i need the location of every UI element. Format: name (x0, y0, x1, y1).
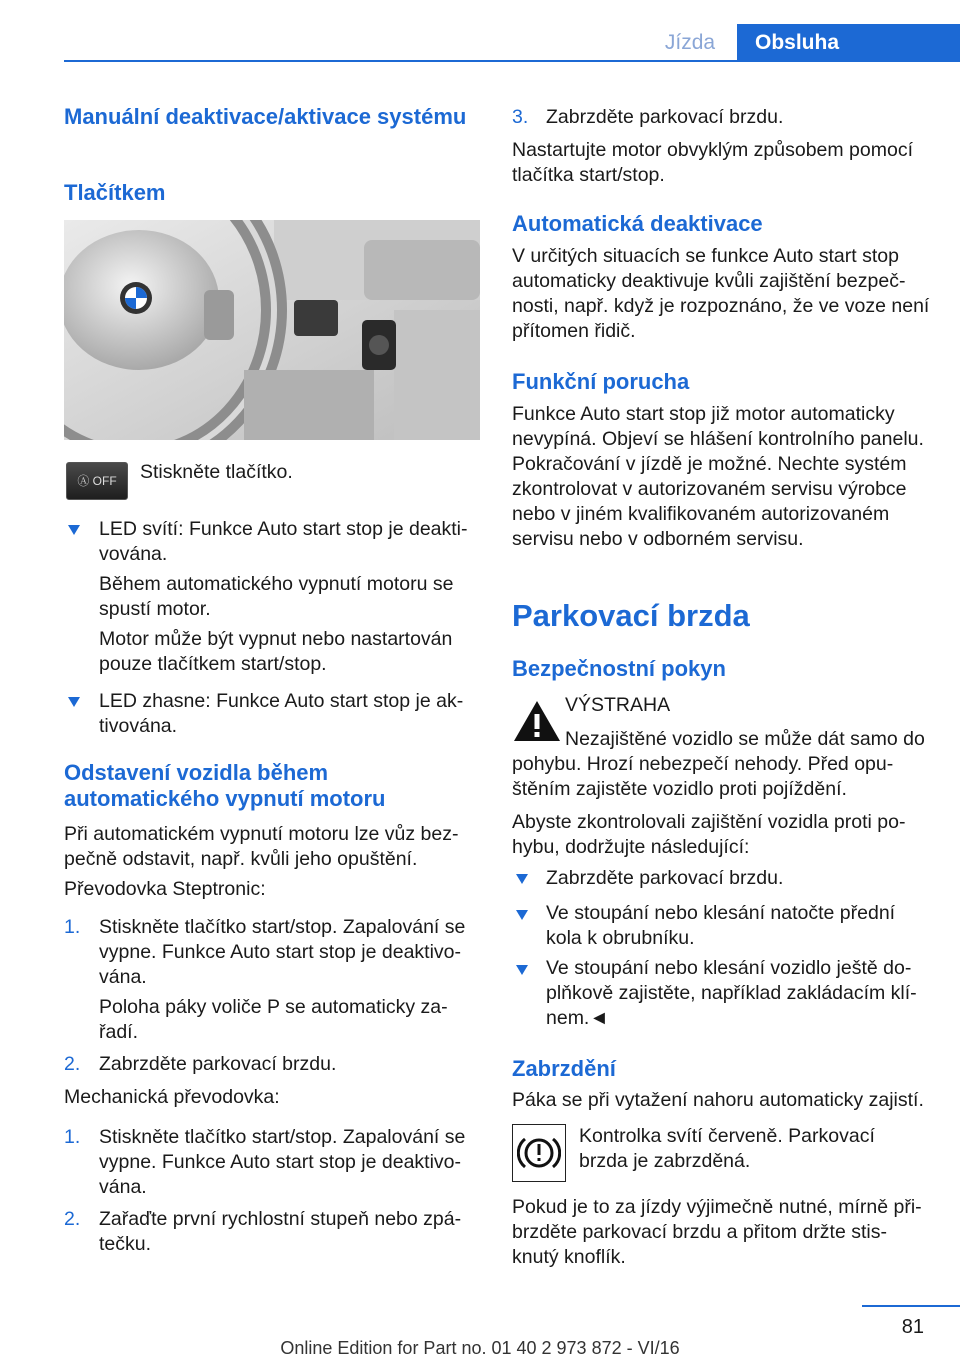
steering-wheel-photo (64, 220, 480, 440)
list-item: Stiskněte tlačítko start/stop. Zapalování se vypne. Funkce Auto start stop je deaktivo- vána. (99, 916, 466, 988)
list-item: Během automatického vypnutí motoru se spustí motor. (99, 573, 454, 620)
heading-button: Tlačítkem (64, 180, 166, 205)
heading-parking-brake: Parkovací brzda (512, 598, 750, 633)
list-item: Motor může být vypnut nebo nastartován pouze tlačítkem start/stop. (99, 628, 453, 675)
heading-fault: Funkční porucha (512, 369, 690, 394)
warning-text-line1: Nezajištěné vozidlo se může dát samo do (565, 728, 925, 750)
warning-icon (512, 698, 562, 744)
parking-text: Při automatickém vypnutí motoru lze vůz bez- pečně odstavit, např. kvůli jeho opuštění. (64, 823, 459, 870)
heading-safety: Bezpečnostní pokyn (512, 656, 726, 681)
heading-apply: Zabrzdění (512, 1056, 616, 1081)
list-item: Ve stoupání nebo klesání vozidlo ještě do- plňkově zajistěte, například zakládacím klí- nem.◄ (546, 957, 917, 1029)
final-text: Pokud je to za jízdy výjimečně nutné, mírně při- brzděte parkovací brzdu a přitom držte stis- knutý knoflík. (512, 1196, 922, 1268)
edition-footer: Online Edition for Part no. 01 40 2 973 872 - VI/16 (280, 1338, 680, 1358)
list-item: LED zhasne: Funkce Auto start stop je ak- tivována. (99, 690, 464, 737)
footer-rule (862, 1305, 960, 1307)
start-text: Nastartujte motor obvyklým způsobem pomocí tlačítka start/stop. (512, 139, 913, 186)
header-rule (64, 60, 960, 62)
indicator-text: Kontrolka svítí červeně. Parkovací brzda je zabrzděná. (579, 1125, 875, 1172)
press-button-text: Stiskněte tlačítko. (140, 461, 293, 483)
auto-start-stop-off-icon: Ⓐ OFF (66, 462, 128, 500)
fault-text: Funkce Auto start stop již motor automaticky nevypíná. Objeví se hlášení kontrolního panelu. Pokračování v jízdě je možné. Nechte systém zkontrolovat v autorizovaném servisu výrobce nebo v jiném kvalifikovaném autorizovaném servisu nebo v odborném servisu. (512, 403, 924, 550)
check-text: Abyste zkontrolovali zajištění vozidla proti po- hybu, dodržujte následující: (512, 811, 906, 858)
page-number: 81 (901, 1316, 924, 1338)
warning-title: VÝSTRAHA (565, 694, 671, 716)
list-item: Poloha páky voliče P se automaticky za- řadí. (99, 996, 448, 1043)
triangle-bullet-icon (68, 525, 80, 535)
list-item: Zabrzděte parkovací brzdu. (99, 1053, 337, 1075)
manual-label: Mechanická převodovka: (64, 1086, 280, 1108)
warning-text-rest: pohybu. Hrozí nebezpečí nehody. Před opu- štěním zajistěte vozidlo proti pojíždění. (512, 753, 894, 800)
list-item: Zabrzděte parkovací brzdu. (546, 106, 784, 128)
step-number: 2. (64, 1208, 81, 1230)
parking-brake-indicator-icon (512, 1124, 566, 1182)
list-item: Zabrzděte parkovací brzdu. (546, 867, 784, 889)
step-number: 1. (64, 916, 81, 938)
list-item: Ve stoupání nebo klesání natočte přední kola k obrubníku. (546, 902, 896, 949)
list-item: Stiskněte tlačítko start/stop. Zapalování se vypne. Funkce Auto start stop je deaktivo- vána. (99, 1126, 466, 1198)
apply-text: Páka se při vytažení nahoru automaticky zajistí. (512, 1089, 924, 1111)
heading-auto-deact: Automatická deaktivace (512, 211, 763, 236)
steptronic-label: Převodovka Steptronic: (64, 878, 266, 900)
triangle-bullet-icon (516, 910, 528, 920)
heading-manual: Manuální deaktivace/aktivace systému (64, 104, 467, 129)
list-item: LED svítí: Funkce Auto start stop je deakti- vována. (99, 518, 468, 565)
step-number: 3. (512, 106, 529, 128)
step-number: 2. (64, 1053, 81, 1075)
tab-obsluha[interactable]: Obsluha (737, 24, 960, 62)
tab-jizda[interactable]: Jízda (664, 31, 716, 54)
auto-deact-text: V určitých situacích se funkce Auto start stop automaticky deaktivuje kvůli zajištění bezpeč- nosti, např. když je rozpoznáno, že ve voze není přítomen řidič. (512, 245, 930, 342)
step-number: 1. (64, 1126, 81, 1148)
triangle-bullet-icon (68, 697, 80, 707)
triangle-bullet-icon (516, 965, 528, 975)
heading-parking: Odstavení vozidla během automatického vypnutí motoru (64, 760, 386, 811)
list-item: Zařaďte první rychlostní stupeň nebo zpá- tečku. (99, 1208, 462, 1255)
triangle-bullet-icon (516, 874, 528, 884)
